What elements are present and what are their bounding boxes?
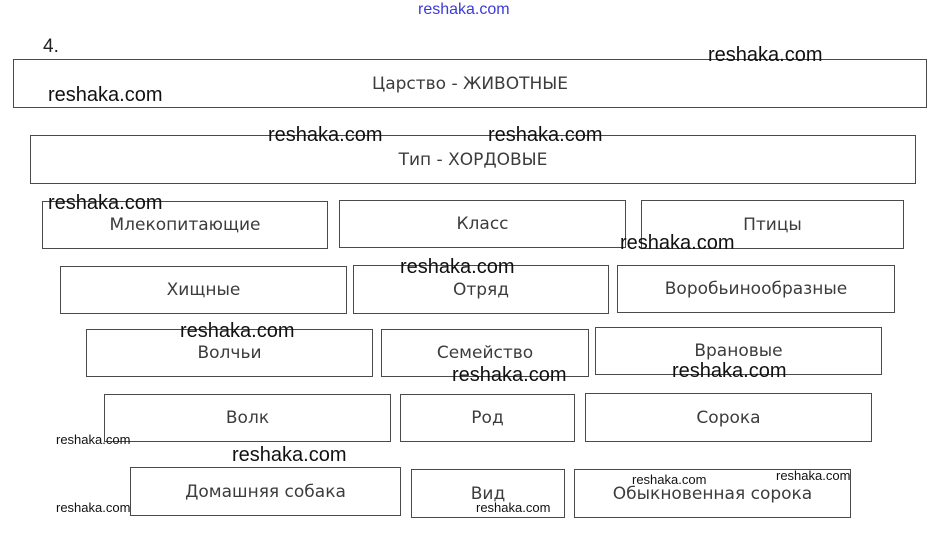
task-number: 4. xyxy=(43,36,59,57)
watermark: reshaka.com xyxy=(48,84,163,106)
watermark: reshaka.com xyxy=(268,124,383,146)
class-other-box: Птицы xyxy=(641,200,904,249)
species-label-box: Вид xyxy=(411,469,565,518)
watermark: reshaka.com xyxy=(180,320,295,342)
order-value-box: Хищные xyxy=(60,266,347,314)
family-label-box: Семейство xyxy=(381,329,589,377)
watermark: reshaka.com xyxy=(56,500,131,515)
genus-value-box: Волк xyxy=(104,394,391,442)
class-value-box: Млекопитающие xyxy=(42,201,328,249)
watermark: reshaka.com xyxy=(776,468,851,483)
family-value-box: Волчьи xyxy=(86,329,373,377)
order-other-box: Воробьинообразные xyxy=(617,265,895,313)
watermark: reshaka.com xyxy=(232,444,347,466)
watermark: reshaka.com xyxy=(708,44,823,66)
genus-other-box: Сорока xyxy=(585,393,872,442)
site-watermark-top: reshaka.com xyxy=(418,1,510,18)
genus-label-box: Род xyxy=(400,394,575,442)
species-value-box: Домашняя собака xyxy=(130,467,401,516)
watermark: reshaka.com xyxy=(56,432,131,447)
kingdom-box: Царство - ЖИВОТНЫЕ xyxy=(13,59,927,108)
watermark: reshaka.com xyxy=(620,232,735,254)
watermark: reshaka.com xyxy=(400,256,515,278)
species-other-box: Обыкновенная сорока xyxy=(574,469,851,518)
watermark: reshaka.com xyxy=(488,124,603,146)
order-label-box: Отряд xyxy=(353,265,609,314)
watermark: reshaka.com xyxy=(48,192,163,214)
class-label-box: Класс xyxy=(339,200,626,248)
family-other-box: Врановые xyxy=(595,327,882,375)
phylum-box: Тип - ХОРДОВЫЕ xyxy=(30,135,916,184)
watermark: reshaka.com xyxy=(452,364,567,386)
watermark: reshaka.com xyxy=(476,500,551,515)
watermark: reshaka.com xyxy=(672,360,787,382)
watermark: reshaka.com xyxy=(632,472,707,487)
